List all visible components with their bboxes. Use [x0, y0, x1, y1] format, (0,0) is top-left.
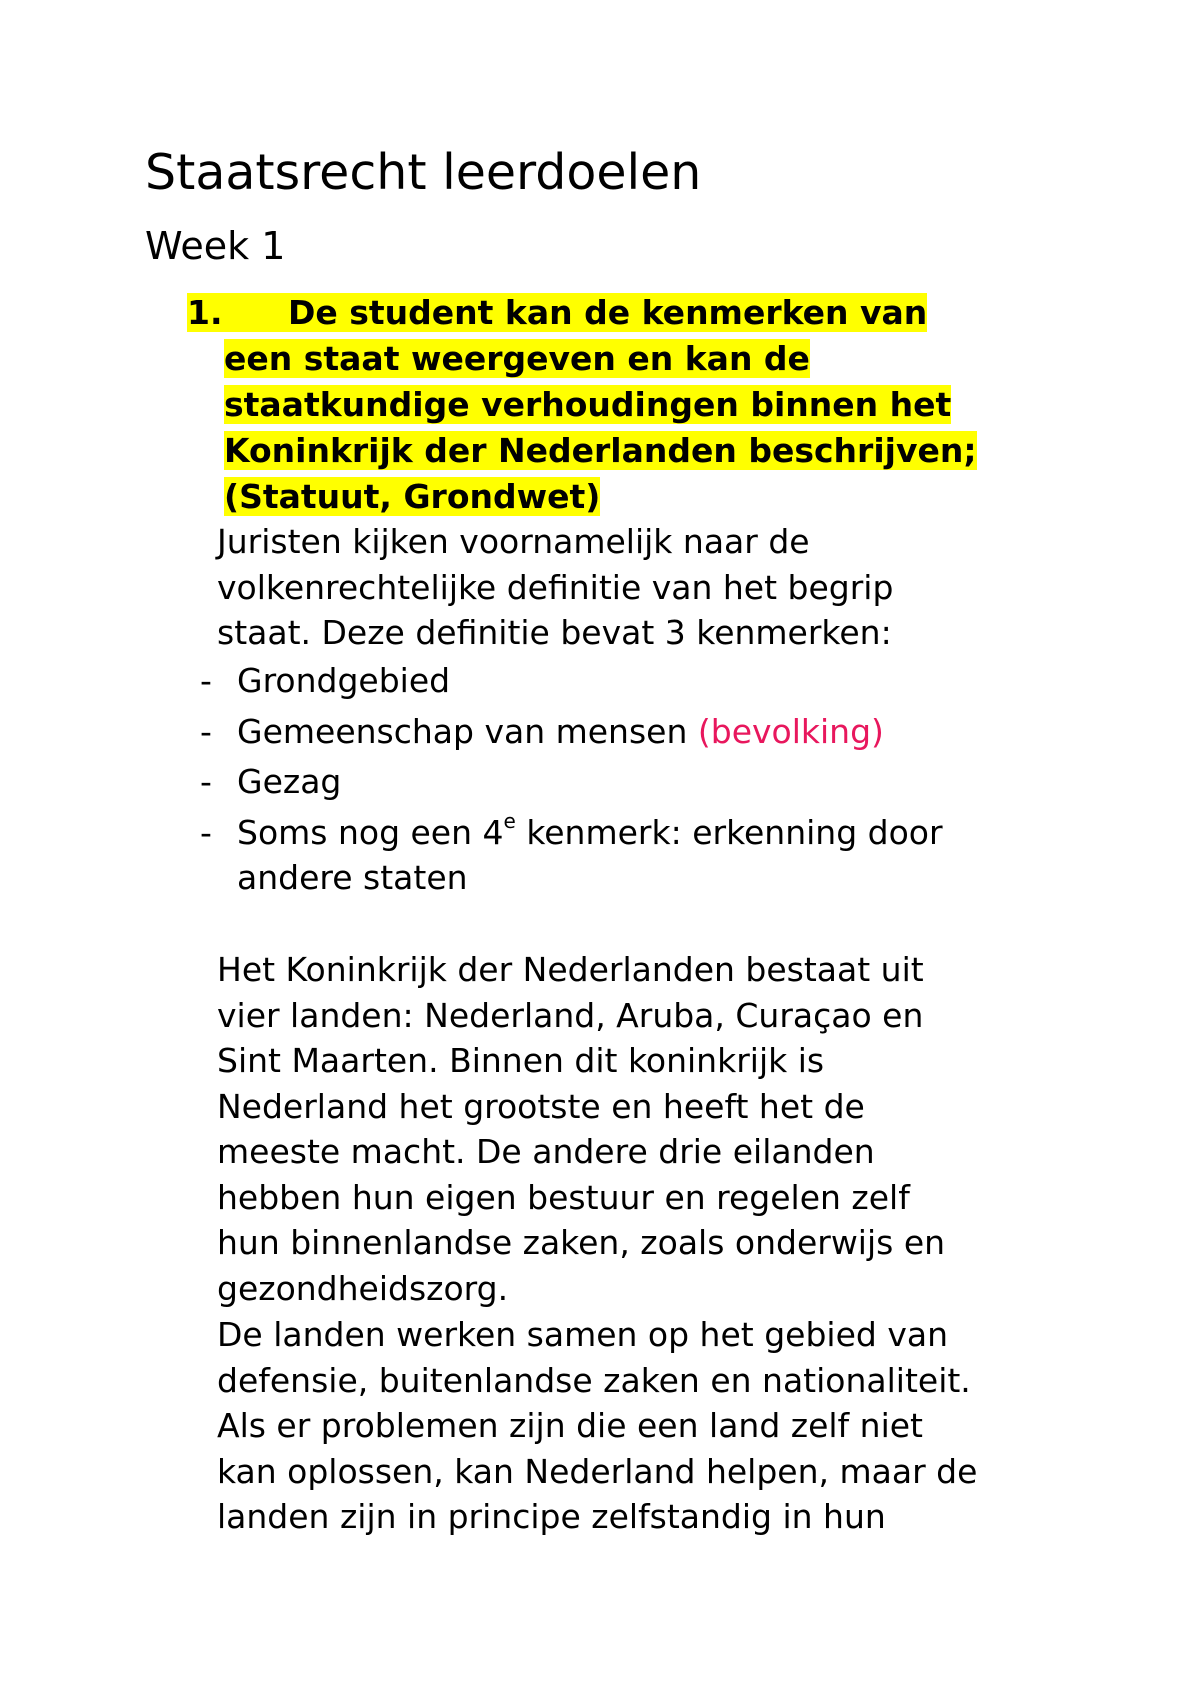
dash-bullet: -	[200, 661, 212, 700]
document-title: Staatsrecht leerdoelen	[145, 144, 702, 201]
paragraph-line: Juristen kijken voornamelijk naar de	[217, 522, 810, 561]
paragraph-line: gezondheidszorg.	[217, 1268, 509, 1308]
dash-bullet: -	[200, 812, 212, 852]
objective-line: Koninkrijk der Nederlanden beschrijven;	[224, 431, 977, 470]
dash-bullet: -	[200, 711, 212, 751]
paragraph-line: Sint Maarten. Binnen dit koninkrijk is	[217, 1041, 825, 1080]
objective-line: staatkundige verhoudingen binnen het	[224, 385, 952, 424]
paragraph-line: Nederland het grootste en heeft het de	[217, 1086, 865, 1126]
objective-line: (Statuut, Grondwet)	[224, 477, 601, 516]
objective-line: een staat weergeven en kan de	[224, 339, 810, 378]
kingdom-paragraph	[217, 947, 1117, 1311]
list-item: - Soms nog een 4e kenmerk: erkenning door andere staten	[200, 808, 943, 897]
paragraph-line: meeste macht. De andere drie eilanden	[217, 1132, 875, 1171]
superscript: e	[503, 808, 516, 833]
paragraph-line: hebben hun eigen bestuur en regelen zelf	[217, 1177, 910, 1217]
intro-paragraph	[217, 519, 1117, 656]
dash-bullet: -	[200, 762, 212, 801]
paragraph-line: landen zijn in principe zelfstandig in hun	[217, 1497, 886, 1536]
accent-text: (bevolking)	[697, 711, 884, 751]
paragraph-line: defensie, buitenlandse zaken en nationaliteit.	[217, 1360, 971, 1400]
paragraph-line: staat. Deze definitie bevat 3 kenmerken:	[217, 613, 892, 652]
paragraph-line: Als er problemen zijn die een land zelf niet	[217, 1406, 923, 1445]
learning-objective-1	[187, 290, 1087, 520]
list-item: - Grondgebied	[200, 658, 1100, 704]
paragraph-line: volkenrechtelijke definitie van het begrip	[217, 567, 894, 607]
paragraph-line: kan oplossen, kan Nederland helpen, maar de	[217, 1451, 978, 1491]
week-heading: Week 1	[145, 224, 286, 268]
paragraph-line: hun binnenlandse zaken, zoals onderwijs en	[217, 1223, 946, 1262]
paragraph-line: vier landen: Nederland, Aruba, Curaçao en	[217, 995, 924, 1035]
objective-line: 1. De student kan de kenmerken van	[187, 290, 1087, 336]
objective-number: 1.	[187, 293, 223, 332]
list-item: - Gemeenschap van mensen (bevolking)	[200, 709, 1100, 755]
characteristics-list	[200, 658, 1100, 906]
paragraph-line: Het Koninkrijk der Nederlanden bestaat uit	[217, 950, 924, 989]
paragraph-line: De landen werken samen op het gebied van	[217, 1315, 948, 1354]
list-item: - Gezag	[200, 759, 1100, 805]
cooperation-paragraph	[217, 1312, 1117, 1540]
